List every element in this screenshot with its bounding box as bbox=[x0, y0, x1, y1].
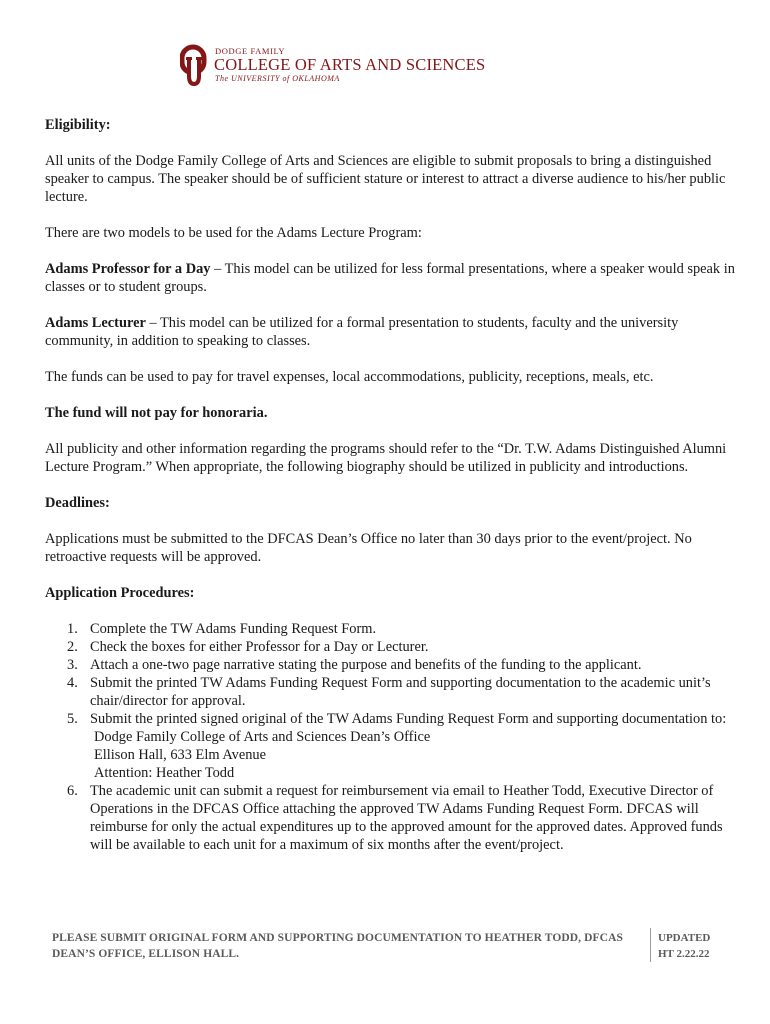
list-number: 1. bbox=[67, 621, 78, 637]
list-number: 4. bbox=[67, 675, 78, 691]
list-text: Check the boxes for either Professor for a Day or Lecturer. bbox=[90, 639, 429, 655]
eligibility-heading: Eligibility: bbox=[45, 117, 111, 133]
logo-university: The UNIVERSITY of OKLAHOMA bbox=[215, 74, 340, 83]
procedures-list bbox=[45, 620, 735, 854]
publicity-note: All publicity and other information regarding the programs should refer to the “Dr. T.W. Adams Distinguished Alumni Lecture Program.” When appropriate, the following biography should be utilized in publicity and introductions. bbox=[45, 441, 727, 475]
models-intro: There are two models to be used for the Adams Lecture Program: bbox=[45, 225, 422, 241]
eligibility-intro: All units of the Dodge Family College of Arts and Sciences are eligible to submit proposals to bring a distinguished speaker to campus. The speaker should be of sufficient stature or interest to attract a diverse audience to his/her public lecture. bbox=[45, 153, 726, 205]
model-professor-for-a-day bbox=[45, 260, 735, 296]
procedures-heading: Application Procedures: bbox=[45, 585, 195, 601]
list-item bbox=[45, 638, 735, 656]
college-logo bbox=[180, 44, 486, 88]
list-number: 6. bbox=[67, 783, 78, 799]
list-number: 2. bbox=[67, 639, 78, 655]
model2-name: Adams Lecturer bbox=[45, 315, 146, 331]
ou-interlocking-logo-icon bbox=[180, 44, 208, 86]
model-lecturer bbox=[45, 314, 735, 350]
model2-desc: – This model can be utilized for a formal presentation to students, faculty and the university community, in addition to speaking to classes. bbox=[45, 315, 679, 349]
list-item bbox=[45, 782, 735, 854]
model1-desc: – This model can be utilized for less formal presentations, where a speaker would speak in classes or to student groups. bbox=[45, 261, 735, 295]
funds-usage: The funds can be used to pay for travel expenses, local accommodations, publicity, receptions, meals, etc. bbox=[45, 369, 654, 385]
footer-updated bbox=[658, 930, 710, 962]
document-body bbox=[45, 116, 735, 854]
list-item bbox=[45, 620, 735, 638]
list-number: 3. bbox=[67, 657, 78, 673]
list-item bbox=[45, 674, 735, 710]
footer-divider bbox=[650, 928, 651, 962]
list-text: Submit the printed TW Adams Funding Request Form and supporting documentation to the academic unit’s chair/director for approval. bbox=[90, 675, 711, 709]
logo-college-name: COLLEGE OF ARTS AND SCIENCES bbox=[214, 55, 486, 74]
list-text: Submit the printed signed original of the TW Adams Funding Request Form and supporting documentation to: bbox=[90, 711, 727, 727]
list-text: Attach a one-two page narrative stating the purpose and benefits of the funding to the applicant. bbox=[90, 657, 642, 673]
footer-instruction: PLEASE SUBMIT ORIGINAL FORM AND SUPPORTING DOCUMENTATION TO HEATHER TODD, DFCAS DEAN’S OFFICE, ELLISON HALL. bbox=[52, 932, 623, 960]
list-text: The academic unit can submit a request for reimbursement via email to Heather Todd, Executive Director of Operations in the DFCAS Office attaching the approved TW Adams Funding Request Form. DFCAS will reimburse for only the actual expenditures up to the approved amount for the approved dates. Approved funds will be available to each unit for a maximum of six months after the event/project. bbox=[90, 783, 723, 853]
list-item bbox=[45, 710, 735, 782]
footer-updated-label: UPDATED bbox=[658, 932, 711, 944]
page-footer bbox=[52, 928, 732, 964]
honoraria-note: The fund will not pay for honoraria. bbox=[45, 405, 268, 421]
model1-name: Adams Professor for a Day bbox=[45, 261, 211, 277]
address-line: Ellison Hall, 633 Elm Avenue bbox=[94, 747, 266, 763]
list-item bbox=[45, 656, 735, 674]
logo-dodge-family: DODGE FAMILY bbox=[215, 46, 286, 56]
footer-updated-date: HT 2.22.22 bbox=[658, 948, 710, 960]
list-number: 5. bbox=[67, 711, 78, 727]
address-line: Attention: Heather Todd bbox=[94, 765, 235, 781]
list-text: Complete the TW Adams Funding Request Form. bbox=[90, 621, 377, 637]
deadlines-heading: Deadlines: bbox=[45, 495, 110, 511]
deadlines-text: Applications must be submitted to the DFCAS Dean’s Office no later than 30 days prior to the event/project. No retroactive requests will be approved. bbox=[45, 531, 692, 565]
address-line: Dodge Family College of Arts and Sciences Dean’s Office bbox=[94, 729, 431, 745]
